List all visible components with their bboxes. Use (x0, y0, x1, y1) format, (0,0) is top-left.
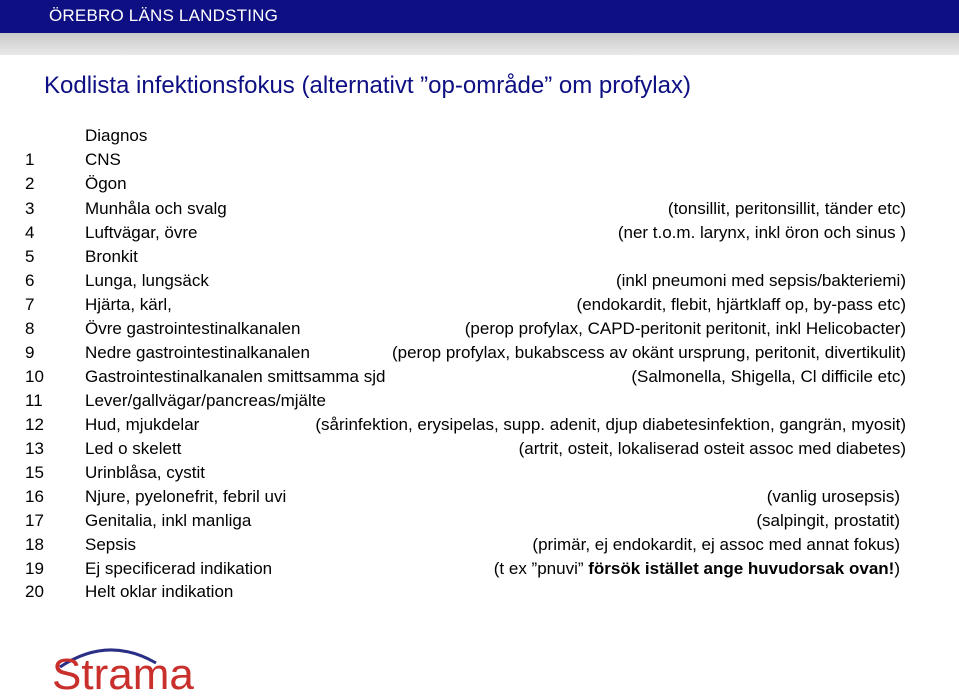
header-divider (0, 33, 959, 55)
item-note: (endokardit, flebit, hjärtklaff op, by-pass etc) (576, 295, 906, 314)
item-note: (sårinfektion, erysipelas, supp. adenit, djup diabetesinfektion, gangrän, myosit) (315, 415, 906, 434)
list-item (0, 509, 959, 533)
item-diagnosis: Sepsis (85, 535, 137, 554)
item-number: 2 (25, 174, 35, 193)
item-note: (Salmonella, Shigella, Cl difficile etc) (631, 367, 906, 386)
organization-name: ÖREBRO LÄNS LANDSTING (49, 6, 279, 25)
list-item (0, 437, 959, 461)
item-note: (perop profylax, CAPD-peritonit peritonit, inkl Helicobacter) (464, 319, 906, 338)
item-note: (primär, ej endokardit, ej assoc med annat fokus) (532, 535, 900, 554)
strama-logo: Strama (52, 650, 194, 699)
item-diagnosis: Luftvägar, övre (85, 223, 198, 242)
list-item (0, 413, 959, 437)
item-number: 16 (25, 487, 44, 506)
list-item (0, 293, 959, 317)
item-diagnosis: Ögon (85, 174, 127, 193)
item-number: 12 (25, 415, 44, 434)
item-number: 17 (25, 511, 44, 530)
item-number: 3 (25, 199, 35, 218)
item-note: (tonsillit, peritonsillit, tänder etc) (667, 199, 906, 218)
item-note: (vanlig urosepsis) (766, 487, 900, 506)
item-diagnosis: CNS (85, 150, 121, 169)
item-number: 1 (25, 150, 35, 169)
item-diagnosis: Ej specificerad indikation (85, 559, 273, 578)
list-header: Diagnos (85, 126, 148, 145)
list-item (0, 197, 959, 221)
list-item (0, 148, 959, 172)
item-diagnosis: Hjärta, kärl, (85, 295, 172, 314)
item-number: 20 (25, 582, 44, 601)
item-diagnosis: Helt oklar indikation (85, 582, 234, 601)
item-diagnosis: Bronkit (85, 247, 138, 266)
list-item (0, 172, 959, 196)
list-item (0, 341, 959, 365)
item-note-prefix: (t ex ”pnuvi” (493, 559, 589, 578)
item-diagnosis: Nedre gastrointestinalkanalen (85, 343, 310, 362)
item-diagnosis: Övre gastrointestinalkanalen (85, 319, 301, 338)
item-note: (ner t.o.m. larynx, inkl öron och sinus ) (617, 223, 906, 242)
list-item (0, 533, 959, 557)
item-number: 11 (25, 391, 43, 410)
item-number: 10 (25, 367, 44, 386)
item-number: 18 (25, 535, 44, 554)
item-diagnosis: Lever/gallvägar/pancreas/mjälte (85, 391, 326, 410)
page-title: Kodlista infektionsfokus (alternativt ”op-område” om profylax) (44, 72, 691, 99)
item-diagnosis: Gastrointestinalkanalen smittsamma sjd (85, 367, 386, 386)
item-diagnosis: Lunga, lungsäck (85, 271, 209, 290)
item-number: 13 (25, 439, 44, 458)
item-number: 9 (25, 343, 35, 362)
item-diagnosis: Njure, pyelonefrit, febril uvi (85, 487, 287, 506)
item-note: (perop profylax, bukabscess av okänt ursprung, peritonit, divertikulit) (391, 343, 906, 362)
item-number: 19 (25, 559, 44, 578)
item-number: 6 (25, 271, 35, 290)
item-note: (artrit, osteit, lokaliserad osteit assoc med diabetes) (518, 439, 906, 458)
item-note-emphasis: försök istället ange huvudorsak ovan! (588, 559, 895, 578)
header-bar (0, 0, 959, 33)
list-item (0, 461, 959, 485)
item-diagnosis: Hud, mjukdelar (85, 415, 200, 434)
item-diagnosis: Urinblåsa, cystit (85, 463, 205, 482)
item-note-suffix: ) (894, 559, 900, 578)
list-item (0, 269, 959, 293)
item-diagnosis: Genitalia, inkl manliga (85, 511, 252, 530)
list-item (0, 245, 959, 269)
list-item (0, 221, 959, 245)
item-number: 4 (25, 223, 35, 242)
list-item (0, 485, 959, 509)
list-item (0, 389, 959, 413)
item-diagnosis: Led o skelett (85, 439, 182, 458)
item-number: 7 (25, 295, 35, 314)
item-number: 5 (25, 247, 35, 266)
item-note (494, 557, 900, 581)
item-number: 15 (25, 463, 44, 482)
item-number: 8 (25, 319, 35, 338)
item-diagnosis: Munhåla och svalg (85, 199, 227, 218)
list-item (0, 580, 959, 604)
list-item (0, 365, 959, 389)
item-note: (inkl pneumoni med sepsis/bakteriemi) (615, 271, 906, 290)
item-note: (salpingit, prostatit) (756, 511, 900, 530)
list-item (0, 317, 959, 341)
list-item (0, 557, 959, 581)
